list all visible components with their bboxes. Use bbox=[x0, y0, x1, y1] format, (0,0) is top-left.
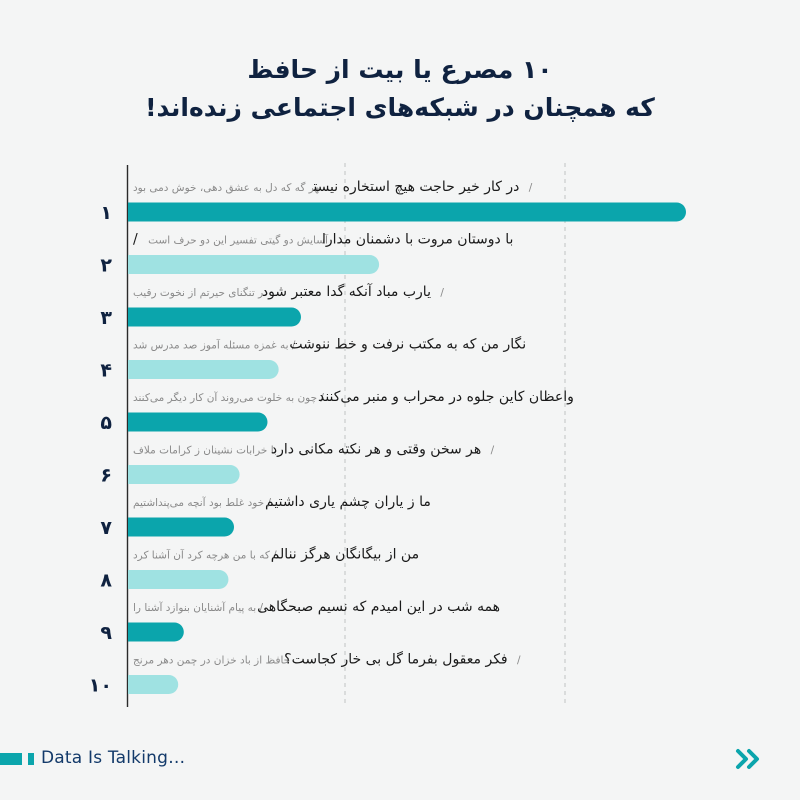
tick-label: ۷ bbox=[100, 517, 112, 539]
data-label-main: یارب مباد آنکه گدا معتبر شود bbox=[261, 284, 431, 300]
data-label bbox=[133, 336, 526, 353]
bar-left-cap bbox=[128, 570, 147, 589]
data-label bbox=[133, 179, 533, 195]
data-label-muted: / خود غلط بود آنچه می‌پنداشتیم bbox=[133, 497, 272, 509]
footer-bar-mark bbox=[0, 753, 22, 765]
tick-label: ۳ bbox=[100, 307, 112, 329]
tick-label: ۴ bbox=[100, 359, 112, 382]
bar bbox=[128, 308, 301, 327]
bar bbox=[128, 255, 379, 274]
bar-left-cap bbox=[128, 413, 147, 432]
data-label-muted: در تنگنای حیرتم از نخوت رقیب / bbox=[133, 287, 444, 299]
data-label-main: نگار من که به مکتب نرفت و خط ننوشت bbox=[289, 336, 527, 353]
data-label bbox=[133, 232, 513, 248]
data-label-main: در کار خیر حاجت هیچ استخاره نیست bbox=[313, 179, 520, 195]
data-label-muted: / به غمزه مسئله آموز صد مدرس شد bbox=[133, 339, 296, 352]
bar-left-cap bbox=[128, 675, 147, 694]
data-label-main: من از بیگانگان هرگز ننالم bbox=[270, 546, 420, 563]
title-line-1: ۱۰ مصرع یا بیت از حافظ bbox=[247, 55, 553, 84]
data-label bbox=[133, 546, 419, 563]
data-label-muted: هر گه که دل به عشق دهی، خوش دمی بود / bbox=[133, 182, 533, 194]
bar bbox=[128, 360, 279, 379]
data-label-main: فکر معقول بفرما گل بی خار کجاست؟ bbox=[284, 651, 508, 668]
tick-label: ۱۰ bbox=[88, 674, 112, 697]
data-label bbox=[133, 651, 521, 668]
data-label-main: واعظان کاین جلوه در محراب و منبر می‌کنند bbox=[317, 389, 574, 405]
bar-left-cap bbox=[128, 465, 147, 484]
tick-label: ۸ bbox=[100, 569, 112, 592]
data-label bbox=[133, 442, 495, 458]
data-label-main: / با دوستان مروت با دشمنان مدارا bbox=[133, 231, 514, 248]
double-chevron-right-icon[interactable] bbox=[734, 747, 764, 771]
data-label bbox=[133, 283, 444, 300]
data-label-muted: / به پیام آشنایان بنوازد آشنا را bbox=[133, 602, 264, 614]
data-label-muted: / که با من هرچه کرد آن آشنا کرد bbox=[133, 549, 277, 562]
data-label-muted: با خرابات نشینان ز کرامات ملاف / bbox=[133, 444, 495, 457]
brand-label: Data Is Talking… bbox=[41, 748, 186, 768]
bar bbox=[128, 203, 686, 222]
data-label-muted: / چون به خلوت می‌روند آن کار دیگر می‌کنند bbox=[133, 392, 324, 404]
bar-left-cap bbox=[128, 623, 147, 642]
bar bbox=[128, 413, 268, 432]
bar-left-cap bbox=[128, 203, 147, 222]
data-label-main: هر سخن وقتی و هر نکته مکانی دارد bbox=[270, 441, 482, 458]
data-label-muted: آسایش دو گیتی تفسیر این دو حرف است bbox=[148, 234, 328, 247]
bar-left-cap bbox=[128, 308, 147, 327]
footer-bar-mark-small bbox=[28, 753, 34, 765]
bar-left-cap bbox=[128, 518, 147, 537]
data-label bbox=[133, 494, 431, 510]
tick-label: ۵ bbox=[100, 412, 112, 434]
bar-left-cap bbox=[128, 255, 147, 274]
bar-left-cap bbox=[128, 360, 147, 379]
tick-label: ۹ bbox=[100, 622, 112, 644]
tick-label: ۶ bbox=[100, 464, 112, 487]
title-line-2: که همچنان در شبکه‌های اجتماعی زنده‌اند! bbox=[145, 93, 655, 122]
data-label bbox=[133, 389, 574, 405]
tick-label: ۱ bbox=[100, 202, 112, 224]
data-label bbox=[133, 598, 500, 615]
tick-label: ۲ bbox=[100, 254, 112, 277]
data-label-main: همه شب در این امیدم که نسیم صبحگاهی bbox=[257, 599, 501, 615]
data-label-muted: حافظ از باد خزان در چمن دهر مرنج / bbox=[133, 654, 521, 667]
data-label-main: ما ز یاران چشم یاری داشتیم bbox=[265, 494, 431, 510]
